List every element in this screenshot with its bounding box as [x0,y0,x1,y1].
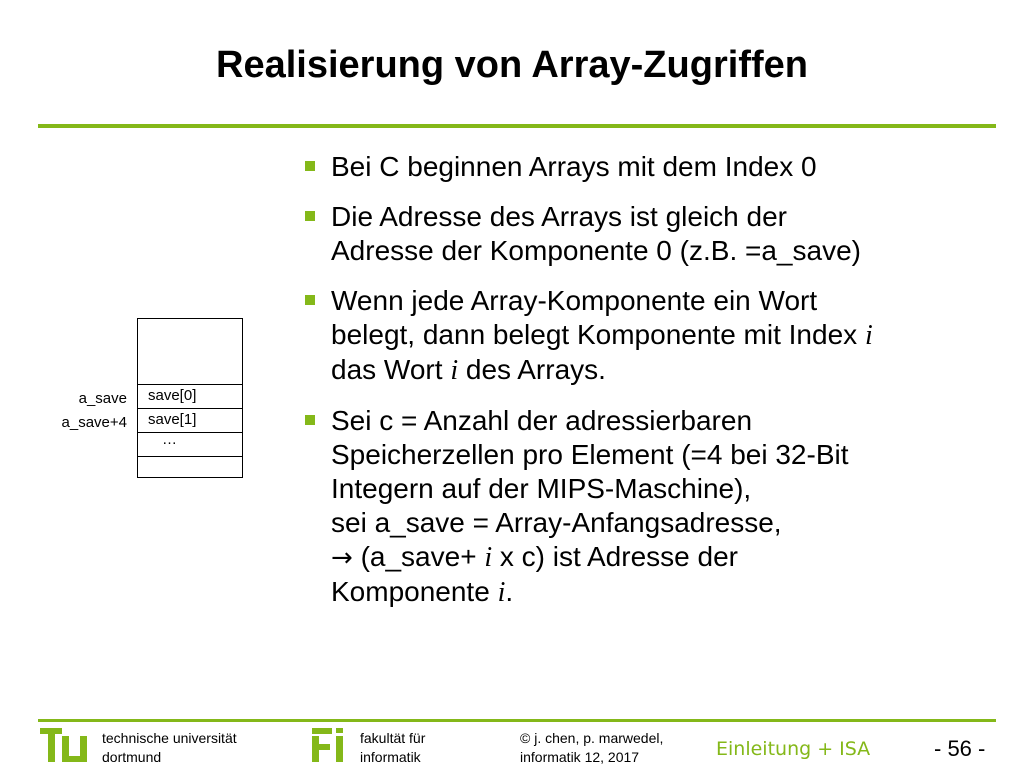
bullet-4-line-6: Komponente i. [331,576,514,608]
faculty-line-1: fakultät für [360,730,426,746]
memory-diagram [137,318,243,478]
bullet-square-icon [305,161,315,171]
footer-topic: Einleitung + ISA [716,738,871,760]
bullet-4-line-1: Sei c = Anzahl der adressierbaren [331,405,753,436]
bullet-3-line-1: Wenn jede Array-Komponente ein Wort [331,285,818,316]
bullet-list [305,150,1005,626]
bullet-3-line-3: das Wort i des Arrays. [331,354,606,386]
mem-cell-save1: save[1] [138,408,242,432]
copyright [520,729,663,767]
mem-label-a-save-4: a_save+4 [61,414,127,431]
mem-cell-ellipsis: … [138,432,242,456]
mem-label-a-save: a_save [78,390,127,407]
tu-logo-icon [40,726,94,764]
faculty-line-2: informatik [360,749,421,765]
right-arrow-icon: → [331,543,353,573]
slide-title: Realisierung von Array-Zugriffen [216,44,808,86]
bullet-4 [305,404,1005,610]
bullet-3 [305,284,1005,388]
copyright-line-2: informatik 12, 2017 [520,749,640,765]
page-number: - 56 - [934,736,986,761]
bullet-3-line-2: belegt, dann belegt Komponente mit Index i [331,319,873,351]
bullet-1 [305,150,1005,184]
title-divider [38,124,996,128]
university-line-1: technische universität [102,730,237,746]
fi-logo-icon [312,726,352,764]
footer-divider [38,719,996,722]
copyright-line-1: © j. chen, p. marwedel, [520,730,664,746]
bullet-2-line-1: Die Adresse des Arrays ist gleich der [331,201,787,232]
bullet-2 [305,200,1005,268]
bullet-4-line-4: sei a_save = Array-Anfangsadresse, [331,507,782,538]
bullet-square-icon [305,415,315,425]
bullet-square-icon [305,295,315,305]
mem-cell-empty [138,456,242,477]
university-name [102,729,237,767]
faculty-name [360,729,425,767]
bullet-4-line-5: → (a_save+ i x c) ist Adresse der [331,541,738,573]
university-line-2: dortmund [102,749,162,765]
mem-cell-save0: save[0] [138,384,242,408]
bullet-4-line-2: Speicherzellen pro Element (=4 bei 32-Bit [331,439,849,470]
bullet-square-icon [305,211,315,221]
bullet-1-text: Bei C beginnen Arrays mit dem Index 0 [331,151,817,182]
bullet-2-line-2: Adresse der Komponente 0 (z.B. =a_save) [331,235,861,266]
bullet-4-line-3: Integern auf der MIPS-Maschine), [331,473,752,504]
